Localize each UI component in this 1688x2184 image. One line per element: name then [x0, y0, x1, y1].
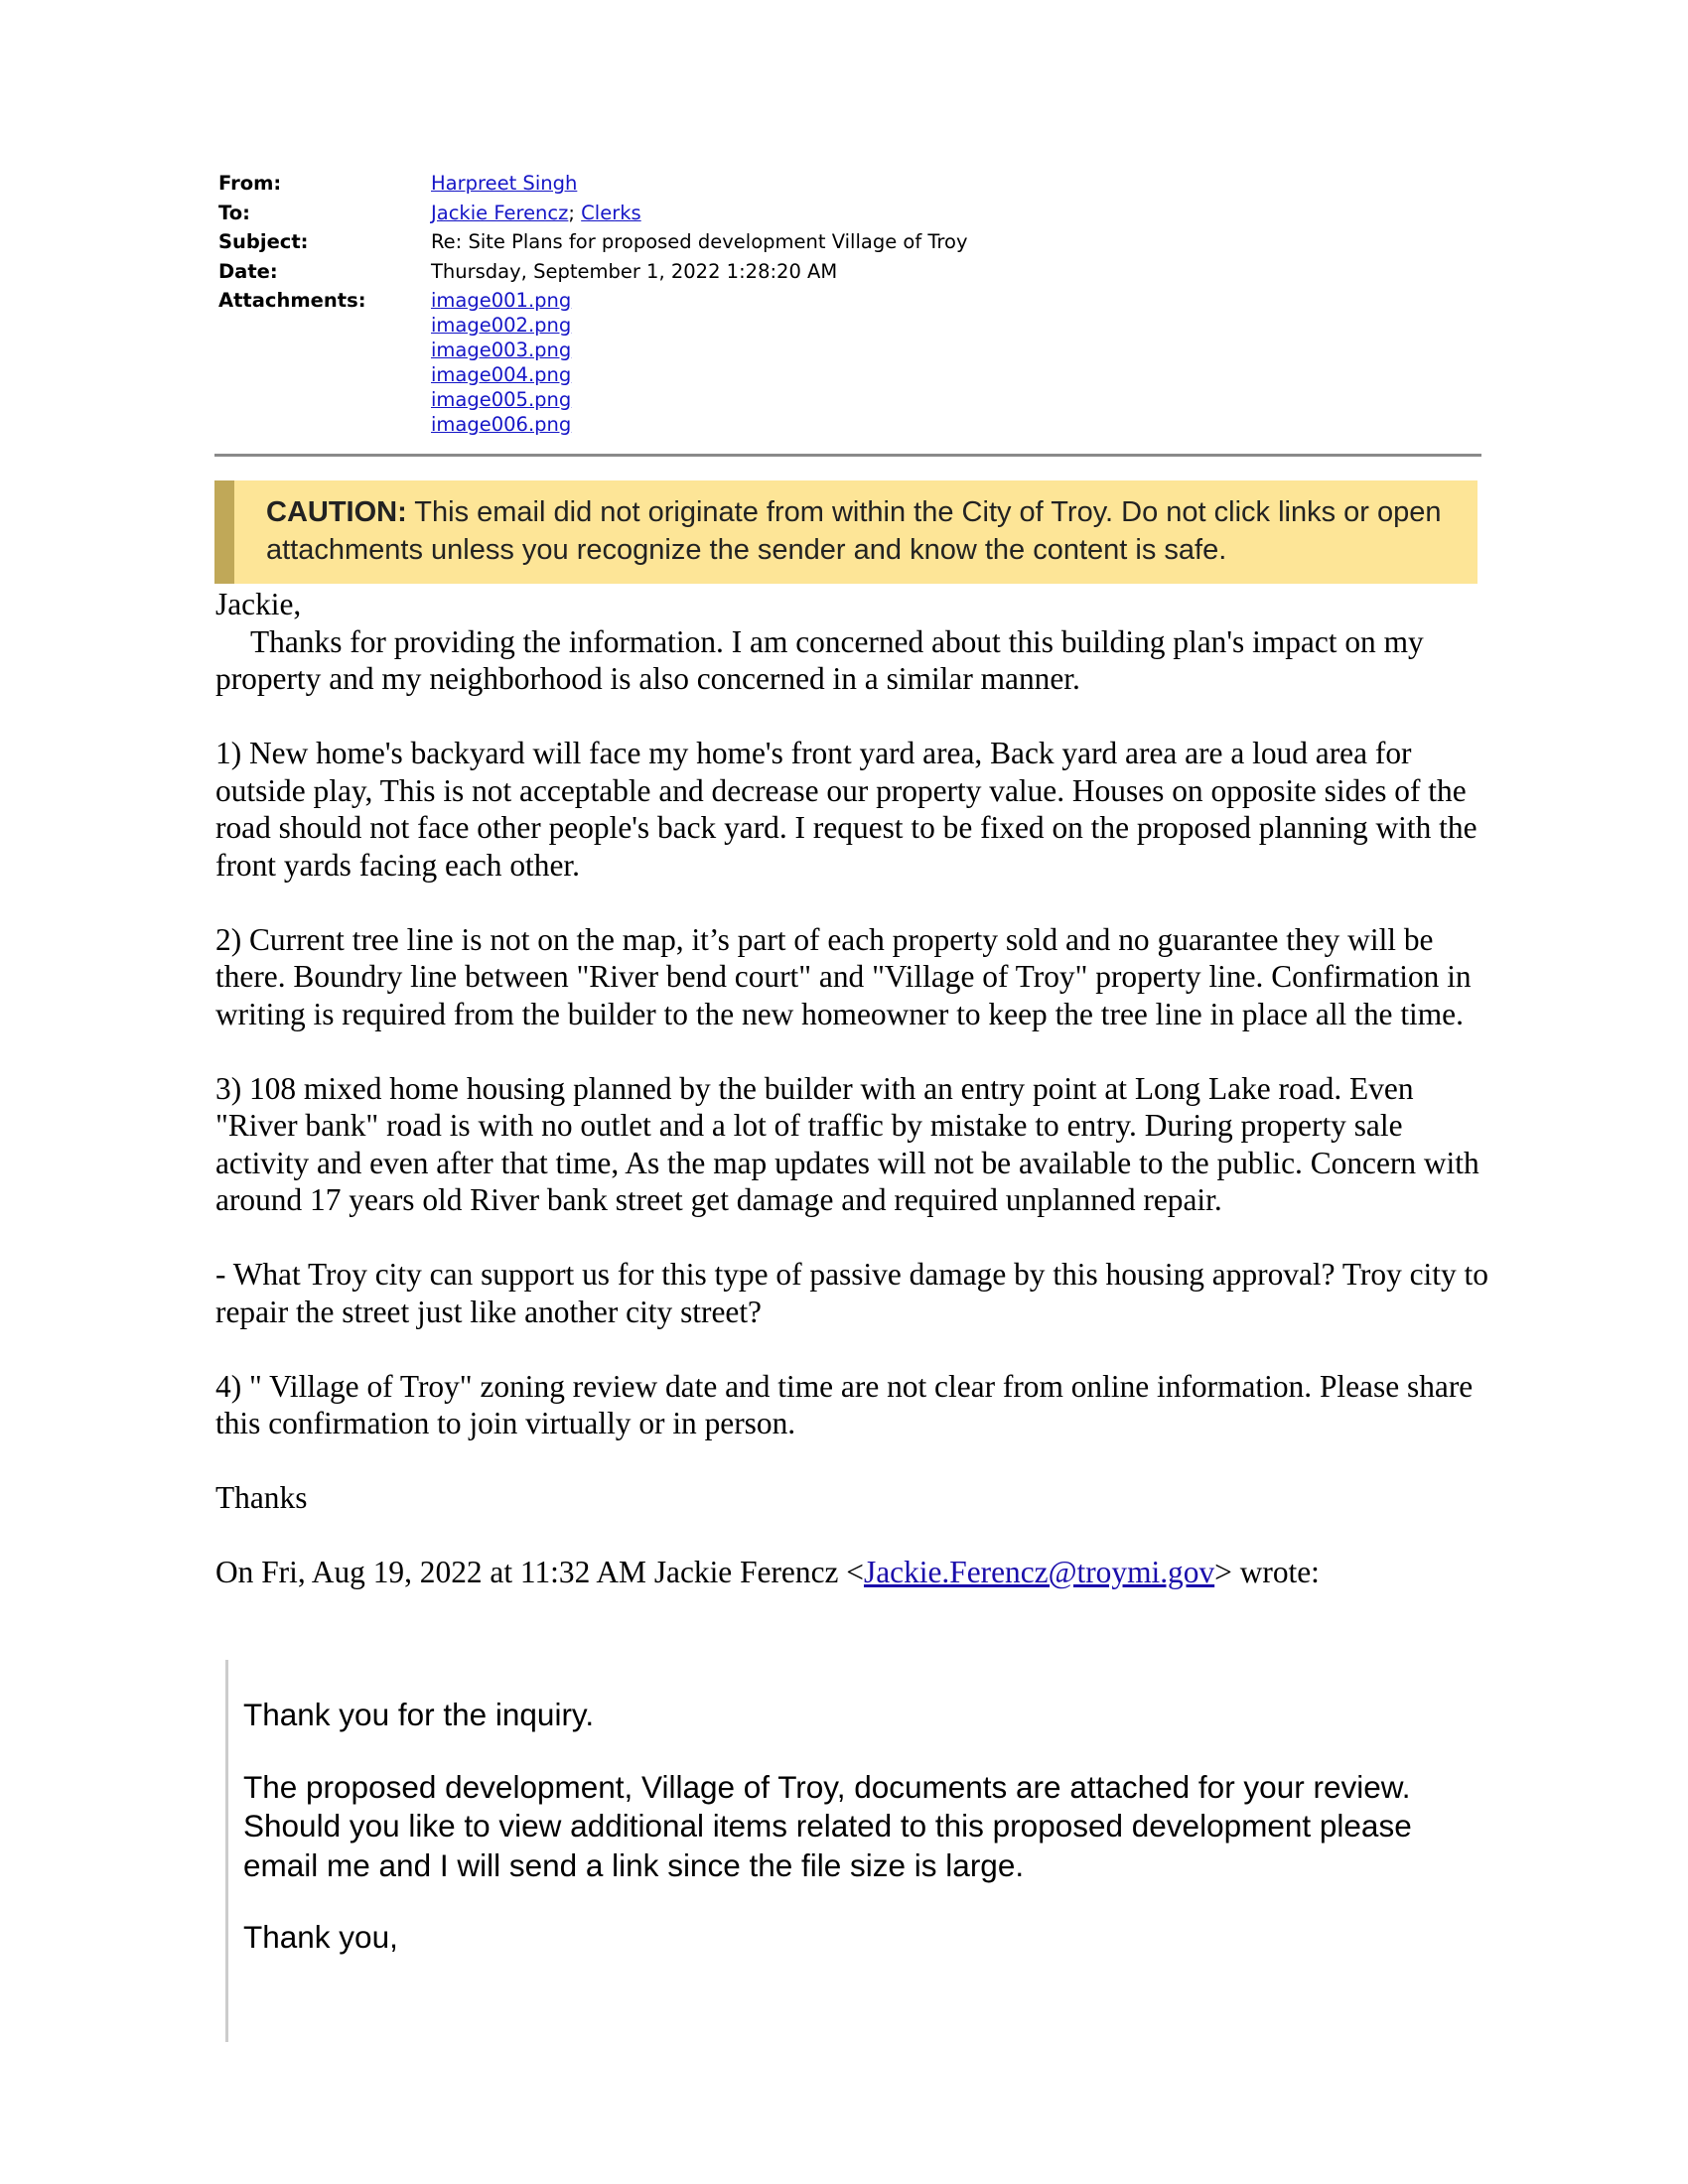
- email-header: [218, 169, 1479, 437]
- intro-paragraph: Thanks for providing the information. I am concerned about this building plan's impact on my property and my neighborhood is also concerned in a similar manner.: [215, 623, 1424, 696]
- subject-label: Subject:: [218, 230, 309, 253]
- signoff: Thanks: [215, 1480, 308, 1515]
- quote-line-3: Thank you,: [243, 1919, 398, 1955]
- quoted-message: [243, 1696, 1475, 1990]
- date-label: Date:: [218, 259, 278, 283]
- reply-attribution: [215, 1554, 1491, 1591]
- point-4-paragraph: 4) " Village of Troy" zoning review date and time are not clear from online information. Please share this confirmation to join virtually or in person.: [215, 1368, 1474, 1440]
- reply-email-link[interactable]: Jackie.Ferencz@troymi.gov: [863, 1555, 1215, 1589]
- attachment-link[interactable]: image005.png: [431, 388, 572, 411]
- email-body: [215, 586, 1491, 1591]
- caution-accent-bar: [214, 480, 234, 584]
- quote-line-1: Thank you for the inquiry.: [243, 1697, 595, 1732]
- attachment-link[interactable]: image006.png: [431, 413, 572, 436]
- to-separator: ;: [568, 201, 575, 224]
- to-link-clerks[interactable]: Clerks: [581, 201, 641, 224]
- quote-border: [225, 1660, 228, 2042]
- quote-line-2: The proposed development, Village of Troy, documents are attached for your review. Should you like to view additional items related to this proposed development please email me and I will send a link since the file size is large.: [243, 1768, 1412, 1883]
- attachment-link[interactable]: image001.png: [431, 289, 572, 312]
- attachment-link[interactable]: image004.png: [431, 363, 572, 386]
- point-1-paragraph: 1) New home's backyard will face my home's front yard area, Back yard area are a loud area for outside play, This is not acceptable and decrease our property value. Houses on opposite sides of the road should not face other people's back yard. I request to be fixed on the proposed planning with the front yards facing each other.: [215, 736, 1477, 883]
- header-divider: [214, 454, 1481, 457]
- caution-label: CAUTION:: [266, 496, 407, 528]
- to-link-jackie[interactable]: Jackie Ferencz: [431, 201, 569, 224]
- point-2-paragraph: 2) Current tree line is not on the map, it’s part of each property sold and no guarantee they will be there. Boundry line between "River bend court" and "Village of Troy" property line. Confirmation in writing is required from the builder to the new homeowner to keep the tree line in place all the time.: [215, 921, 1472, 1031]
- point-3-paragraph: 3) 108 mixed home housing planned by the builder with an entry point at Long Lake road. Even "River bank" road is with no outlet and a lot of traffic by mistake to entry. During property sale activity and even after that time, As the map updates will not be available to the public. Concern with around 17 years old River bank street get damage and required unplanned repair.: [215, 1070, 1479, 1217]
- caution-message: This email did not originate from within the City of Troy. Do not click links or open attachments unless you recognize the sender and know the content is safe.: [266, 496, 1442, 566]
- caution-text: [266, 493, 1470, 569]
- greeting: Jackie,: [215, 587, 302, 621]
- from-link[interactable]: Harpreet Singh: [431, 172, 578, 195]
- attachment-link[interactable]: image003.png: [431, 339, 572, 361]
- from-label: From:: [218, 172, 282, 195]
- caution-banner: [214, 480, 1477, 584]
- reply-suffix: > wrote:: [1214, 1555, 1320, 1589]
- to-label: To:: [218, 201, 250, 224]
- question-paragraph: - What Troy city can support us for this type of passive damage by this housing approval? Troy city to repair the street just like another city street?: [215, 1257, 1488, 1329]
- subject-row: [218, 227, 1479, 257]
- subject-value: Re: Site Plans for proposed development Village of Troy: [431, 230, 968, 253]
- attachments-row: [218, 286, 1479, 437]
- date-row: [218, 257, 1479, 287]
- to-row: [218, 199, 1479, 228]
- attachments-label: Attachments:: [218, 289, 366, 312]
- date-value: Thursday, September 1, 2022 1:28:20 AM: [431, 259, 838, 283]
- from-row: [218, 169, 1479, 199]
- reply-prefix: On Fri, Aug 19, 2022 at 11:32 AM Jackie Ferencz <: [215, 1555, 864, 1589]
- attachments-list: [431, 286, 1479, 437]
- attachment-link[interactable]: image002.png: [431, 314, 572, 337]
